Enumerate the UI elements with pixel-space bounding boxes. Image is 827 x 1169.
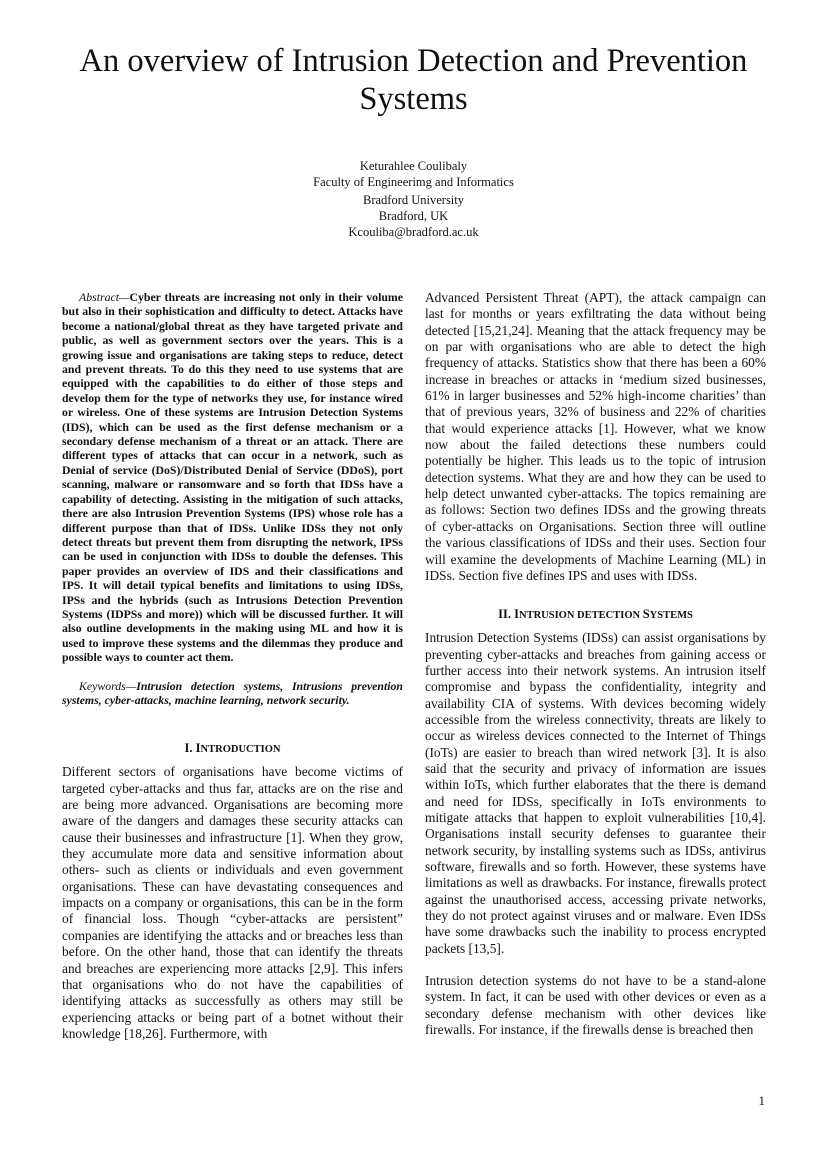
keywords-text: Intrusion detection systems, Intrusions prevention systems, cyber-attacks, machine learning, network security.	[62, 678, 403, 707]
introduction-paragraph: Different sectors of organisations have become victims of targeted cyber-attacks and thus far, attacks are on the rise and are being more advanced. Organisations are becoming more aware of the dangers and damages these security attacks can cause their businesses and infrastructure [1]. When they grow, they accumulate more data and sensitive information about others- such as clients or individuals and even government organisations. These can have devastating consequences and impacts on a company or organisations, this can be in the form of financial loss. Though “cyber-attacks are persistent” companies are identifying the attacks and or breaches less than before. On the other hand, those that can identify the threats and breaches are experiencing more attacks [2,9]. This infers that organisations who do not have the capabilities of identifying attacks as successfully as others may still be experiencing attacks or being part of a botnet without their knowledge [18,26]. Furthermore, with	[62, 764, 403, 1041]
ids-paragraph-1: Intrusion Detection Systems (IDSs) can assist organisations by preventing cyber-attacks and breaches from gaining access or further access into their network systems. An intrusion itself compromise and bypass the confidentiality, integrity and availability CIA of systems. With devices becoming widely accessible from the wireless connectivity, threats are likely to occur as wireless devices connected to the Internet of Things (IoTs) are easier to breach than wired network [3]. It is also said that the security and privacy of information are issues within IoTs, which further elaborates that the there is demand and need for IDSs, specifically in IoTs environments to mitigate attacks that happen to exploit vulnerabilities [10,4]. Organisations install security defenses to guarantee their network security, by installing systems such as IDSs, antivirus software, firewalls and so forth. However, these systems have limitations as well as drawbacks. For instance, firewalls protect against the unauthorised access, accessing private networks, they do not protect against viruses and or malware. Even IDSs have some drawbacks such the inability to process encrypted packets [13,5].	[425, 630, 766, 956]
keywords-label: Keywords—	[79, 678, 137, 693]
right-column	[425, 290, 766, 1038]
abstract-text: Cyber threats are increasing not only in their volume but also in their sophistication and difficulty to detect. Attacks have become a national/global threat as they have targeted private and public, as well as government sectors over the years. This is a growing issue and organisations are taking steps to reduce, detect and prevent threats. To do this they need to use systems that are equipped with the capabilities to do either of those steps and develop them for the type of networks they use, for instance wired or wireless. One of these systems are Intrusion Detection Systems (IDS), which can be used as the first defense mechanism or a secondary defense mechanism of a threat or an attack. There are different types of attacks that can occur in a network, such as Denial of service (DoS)/Distributed Denial of Service (DDoS), port scanning, malware or ransomware and so forth that IDSs have a capability of detecting. Assisting in the mitigation of such attacks, there are also Intrusion Prevention Systems (IPS) whose role has a different purpose than that of IDSs. Unlike IDSs they not only detect threats but prevent them from disrupting the network, IPSs can be used in conjunction with IDSs to double the defenses. This paper provides an overview of IDS and their classifications and IPS. It will detail typical benefits and limitations to using IDSs, IPSs and the hybrids (such as Intrusions Detection Prevention Systems (IDPSs and more)) which will be discussed further. It will also outline developments in the making using ML and how it is used to improve these systems and the dilemmas they produce and possible ways to counter act them.	[62, 290, 403, 665]
author-location: Bradford, UK	[378, 209, 449, 223]
author-name: Keturahlee Coulibaly	[359, 159, 468, 173]
abstract	[62, 290, 403, 665]
keywords	[62, 679, 403, 708]
ids-paragraph-2: Intrusion detection systems do not have to be a stand-alone system. In fact, it can be used with other devices or even as a secondary defense mechanism with other devices like firewalls. For instance, if the firewalls dense is breached then	[425, 973, 766, 1038]
author-block	[160, 158, 667, 240]
introduction-paragraph-continued: Advanced Persistent Threat (APT), the attack campaign can last for months or years exfiltrating the data without being detected [15,21,24]. Meaning that the attack frequency may be on par with organisations who are able to detect the high frequency of attacks. Statistics show that there has been a 60% increase in breaches or attacks in ‘medium sized businesses, 61% in larger businesses and 52% high-income charities’ than that of previous years, 32% of business and 22% of charities that would experience attacks [1]. However, what we know now about the failed detections these numbers could potentially be higher. This leads us to the topic of intrusion detection systems. What they are and how they can be used to help detect unwanted cyber-attacks. The topics remaining are as follows: Section two defines IDSs and the growing threats of cyber-attacks on Organisations. Section three will outline the various classifications of IDSs and their uses. Section four will examine the developments of Machine Learning (ML) in IDSs. Section five defines IPS and uses with IDSs.	[425, 290, 766, 583]
paper-title: An overview of Intrusion Detection and Prevention Systems	[79, 43, 748, 117]
author-university: Bradford University	[362, 193, 465, 207]
section-heading-intrusion-detection-systems: II. INTRUSION DETECTION SYSTEMS	[498, 607, 693, 622]
page-number: 1	[758, 1093, 765, 1108]
author-email: Kcouliba@bradford.ac.uk	[348, 225, 479, 239]
author-faculty: Faculty of Engineerimg and Informatics	[313, 175, 514, 189]
left-column	[62, 290, 403, 1042]
section-heading-introduction: I. INTRODUCTION	[184, 741, 281, 756]
abstract-label: Abstract—	[79, 290, 130, 304]
